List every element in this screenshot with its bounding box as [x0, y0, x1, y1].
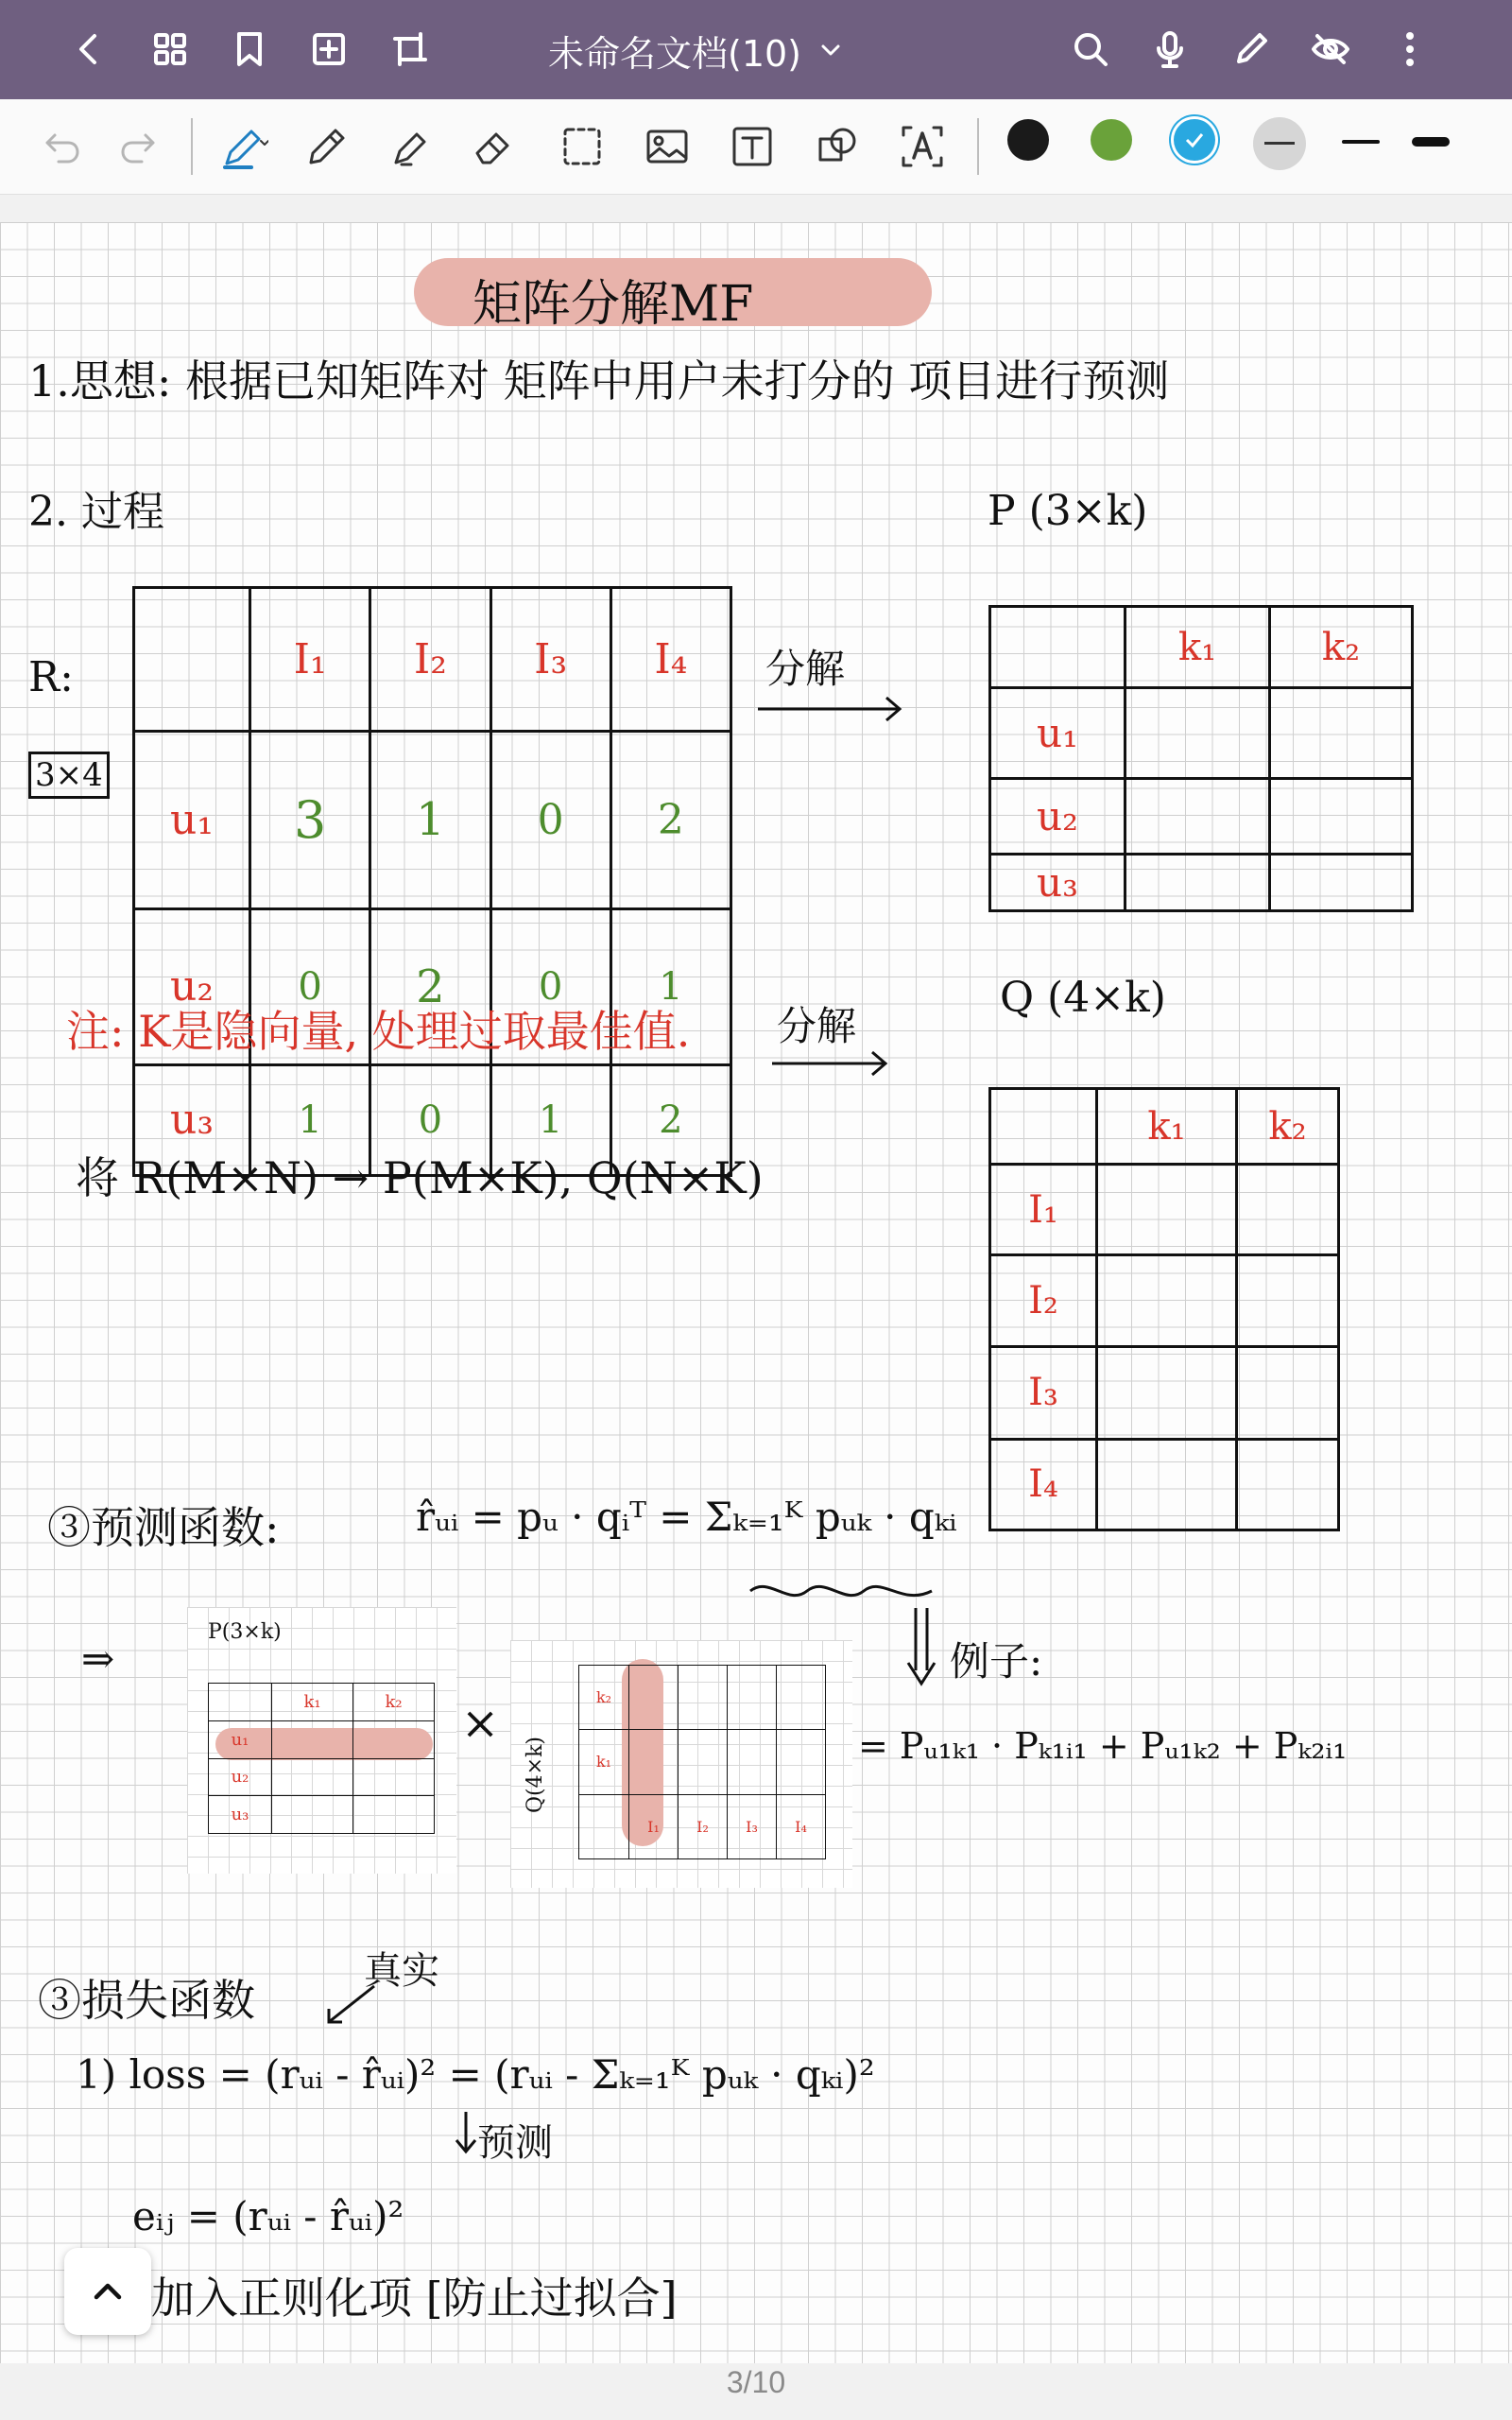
error-formula: eᵢⱼ = (rᵤᵢ - r̂ᵤᵢ)²: [132, 2193, 404, 2239]
p-header-cell: k₁: [1125, 607, 1270, 688]
q-header-cell: k₂: [1237, 1089, 1339, 1165]
highlighter-icon[interactable]: [384, 120, 437, 173]
stroke-width-medium[interactable]: [1412, 137, 1450, 147]
crop-icon[interactable]: [382, 21, 438, 78]
predict-label: ③预测函数:: [47, 1502, 280, 1553]
mini-u-label: u₃: [209, 1796, 272, 1834]
decompose-label: 分解: [765, 646, 846, 692]
more-icon[interactable]: [1382, 21, 1438, 78]
example-result: = Pᵤ₁ₖ₁ · Pₖ₁ᵢ₁ + Pᵤ₁ₖ₂ + Pₖ₂ᵢ₁: [858, 1725, 1348, 1767]
mini-p-title: P(3×k): [208, 1620, 282, 1644]
q-row: [990, 1165, 1339, 1255]
q-row-label: I₁: [990, 1165, 1097, 1255]
q-row: [990, 1346, 1339, 1439]
r-cell: 2: [370, 908, 490, 1064]
decompose-label-2: 分解: [777, 1003, 857, 1049]
app-bar: [0, 0, 1512, 99]
p-row-label: u₂: [990, 779, 1125, 855]
p-matrix-table: [988, 605, 1414, 912]
q-matrix-table: [988, 1087, 1340, 1531]
chevron-up-icon: [89, 2273, 127, 2310]
toolbar-divider: [191, 118, 193, 175]
r-row-user: u₁: [134, 732, 250, 908]
p-row-label: u₃: [990, 855, 1125, 911]
r-cell: 1: [370, 732, 490, 908]
note-title: 矩阵分解MF: [472, 276, 754, 333]
arrow-to-p-icon: [756, 690, 907, 728]
mini-u-label: u₂: [209, 1758, 272, 1796]
mini-i-label: I₂: [679, 1794, 728, 1858]
back-icon[interactable]: [60, 21, 117, 78]
p-cell: [1270, 855, 1413, 911]
p-row-label: u₁: [990, 688, 1125, 779]
p-cell: [1270, 779, 1413, 855]
check-icon: [1174, 119, 1215, 161]
r-cell: 0: [250, 908, 370, 1064]
transform-line: 将 R(M×N) → P(M×K), Q(N×K): [76, 1152, 764, 1203]
q-row-label: I₄: [990, 1439, 1097, 1530]
text-icon[interactable]: [726, 120, 779, 173]
r-cell: 3: [250, 732, 370, 908]
grid-icon[interactable]: [142, 21, 198, 78]
loss-pred-label: 预测: [477, 2121, 553, 2165]
r-header-cell: I₄: [610, 588, 730, 732]
pen-icon[interactable]: [1223, 21, 1280, 78]
q-row-label: I₂: [990, 1255, 1097, 1346]
add-page-icon[interactable]: [301, 21, 357, 78]
mini-k-label: k₁: [579, 1730, 629, 1794]
predict-formula: r̂ᵤᵢ = pᵤ · qᵢᵀ = Σₖ₌₁ᴷ pᵤₖ · qₖᵢ: [416, 1494, 957, 1540]
loss-formula: 1) loss = (rᵤᵢ - r̂ᵤᵢ)² = (rᵤᵢ - Σₖ₌₁ᴷ pᵤₖ · qₖᵢ)²: [76, 2051, 875, 2098]
pencil-icon[interactable]: [301, 120, 353, 173]
r-cell: 0: [490, 732, 610, 908]
document-title[interactable]: [548, 26, 843, 74]
q-cell: [1237, 1165, 1339, 1255]
loss-truth-label: 真实: [364, 1949, 439, 1993]
q-header-cell: k₁: [1097, 1089, 1237, 1165]
r-matrix-table: [132, 586, 732, 1177]
arrow-to-q-icon: [770, 1045, 893, 1082]
search-icon[interactable]: [1062, 21, 1119, 78]
note-page[interactable]: [0, 222, 1512, 2363]
redo-icon[interactable]: [112, 120, 164, 173]
q-title: Q (4×k): [1000, 974, 1166, 1022]
shape-icon[interactable]: [811, 120, 864, 173]
mini-i-label: I₃: [728, 1794, 777, 1858]
mini-k-label: k₂: [353, 1684, 435, 1721]
eraser-icon[interactable]: [467, 120, 520, 173]
example-label: 例子:: [950, 1638, 1043, 1685]
color-swatch-gray[interactable]: [1253, 117, 1306, 170]
q-cell: [1097, 1165, 1237, 1255]
stroke-width-thin[interactable]: [1342, 140, 1380, 144]
document-title-text: 未命名文档(10): [548, 32, 802, 75]
mini-i-label: I₁: [629, 1794, 679, 1858]
color-swatch-blue[interactable]: [1174, 119, 1215, 161]
p-matrix-thumbnail: [187, 1607, 456, 1874]
mini-i-label: I₄: [777, 1794, 826, 1858]
r-row-user: u₂: [134, 908, 250, 1064]
bookmark-icon[interactable]: [221, 21, 278, 78]
r-header-cell: I₃: [490, 588, 610, 732]
mini-u-label: u₁: [209, 1720, 272, 1758]
process-heading: 2. 过程: [28, 488, 164, 536]
lasso-icon[interactable]: [556, 120, 609, 173]
r-header-cell: I₂: [370, 588, 490, 732]
truth-arrow-icon: [321, 1980, 378, 2028]
r-header-cell: I₁: [250, 588, 370, 732]
p-row: [990, 779, 1413, 855]
r-header-cell: [134, 588, 250, 732]
p-row: [990, 688, 1413, 779]
r-label: R:: [28, 653, 74, 701]
hide-icon[interactable]: [1302, 21, 1359, 78]
mic-icon[interactable]: [1142, 21, 1198, 78]
q-cell: [1097, 1255, 1237, 1346]
fountain-pen-icon[interactable]: [217, 120, 270, 173]
mini-k-label: k₁: [272, 1684, 353, 1721]
p-header-cell: k₂: [1270, 607, 1413, 688]
p-cell: [1125, 779, 1270, 855]
r-cell: 1: [250, 1064, 370, 1175]
undo-icon[interactable]: [36, 120, 89, 173]
idea-line: 1.思想: 根据已知矩阵对 矩阵中用户未打分的 项目进行预测: [28, 355, 1170, 406]
r-cell: 0: [490, 908, 610, 1064]
pred-arrow-icon: [452, 2108, 480, 2155]
q-matrix-thumbnail: [510, 1640, 852, 1888]
p-header-cell: [990, 607, 1125, 688]
q-header-cell: [990, 1089, 1097, 1165]
loss-label: ③损失函数: [38, 1975, 255, 2026]
ocr-icon[interactable]: [896, 120, 949, 173]
page-indicator: 3/10: [726, 2365, 786, 2399]
r-cell: 1: [490, 1064, 610, 1175]
hidden-vector-note: 注: K是隐向量, 处理过取最佳值.: [66, 1006, 691, 1057]
chevron-down-icon: [818, 38, 843, 62]
p-title: P (3×k): [988, 487, 1148, 535]
r-row: [134, 732, 731, 908]
q-cell: [1237, 1346, 1339, 1439]
q-row: [990, 1255, 1339, 1346]
q-row: [990, 1439, 1339, 1530]
q-cell: [1237, 1255, 1339, 1346]
q-cell: [1237, 1439, 1339, 1530]
color-swatch-green[interactable]: [1091, 119, 1132, 161]
mini-p-table: [208, 1683, 435, 1834]
q-cell: [1097, 1346, 1237, 1439]
r-cell: 1: [610, 908, 730, 1064]
r-cell: 2: [610, 1064, 730, 1175]
p-cell: [1125, 688, 1270, 779]
regularization-line: 加入正则化项 [防止过拟合]: [151, 2273, 678, 2324]
mini-k-label: k₂: [579, 1666, 629, 1730]
r-size: 3×4: [28, 752, 110, 799]
p-row: [990, 855, 1413, 911]
image-icon[interactable]: [641, 120, 694, 173]
scroll-up-button[interactable]: [64, 2248, 151, 2335]
r-row-user: u₃: [134, 1064, 250, 1175]
implies-arrow: ⇒: [81, 1635, 115, 1682]
q-row-label: I₃: [990, 1346, 1097, 1439]
p-cell: [1270, 688, 1413, 779]
down-arrow-icon: [902, 1604, 940, 1689]
times-symbol: ×: [461, 1697, 500, 1750]
toolbar-divider: [977, 118, 979, 175]
color-swatch-black[interactable]: [1007, 119, 1049, 161]
q-cell: [1097, 1439, 1237, 1530]
r-cell: 2: [610, 732, 730, 908]
mini-q-title: Q(4×k): [523, 1737, 547, 1813]
p-cell: [1125, 855, 1270, 911]
r-cell: 0: [370, 1064, 490, 1175]
mini-q-table: [578, 1665, 826, 1859]
